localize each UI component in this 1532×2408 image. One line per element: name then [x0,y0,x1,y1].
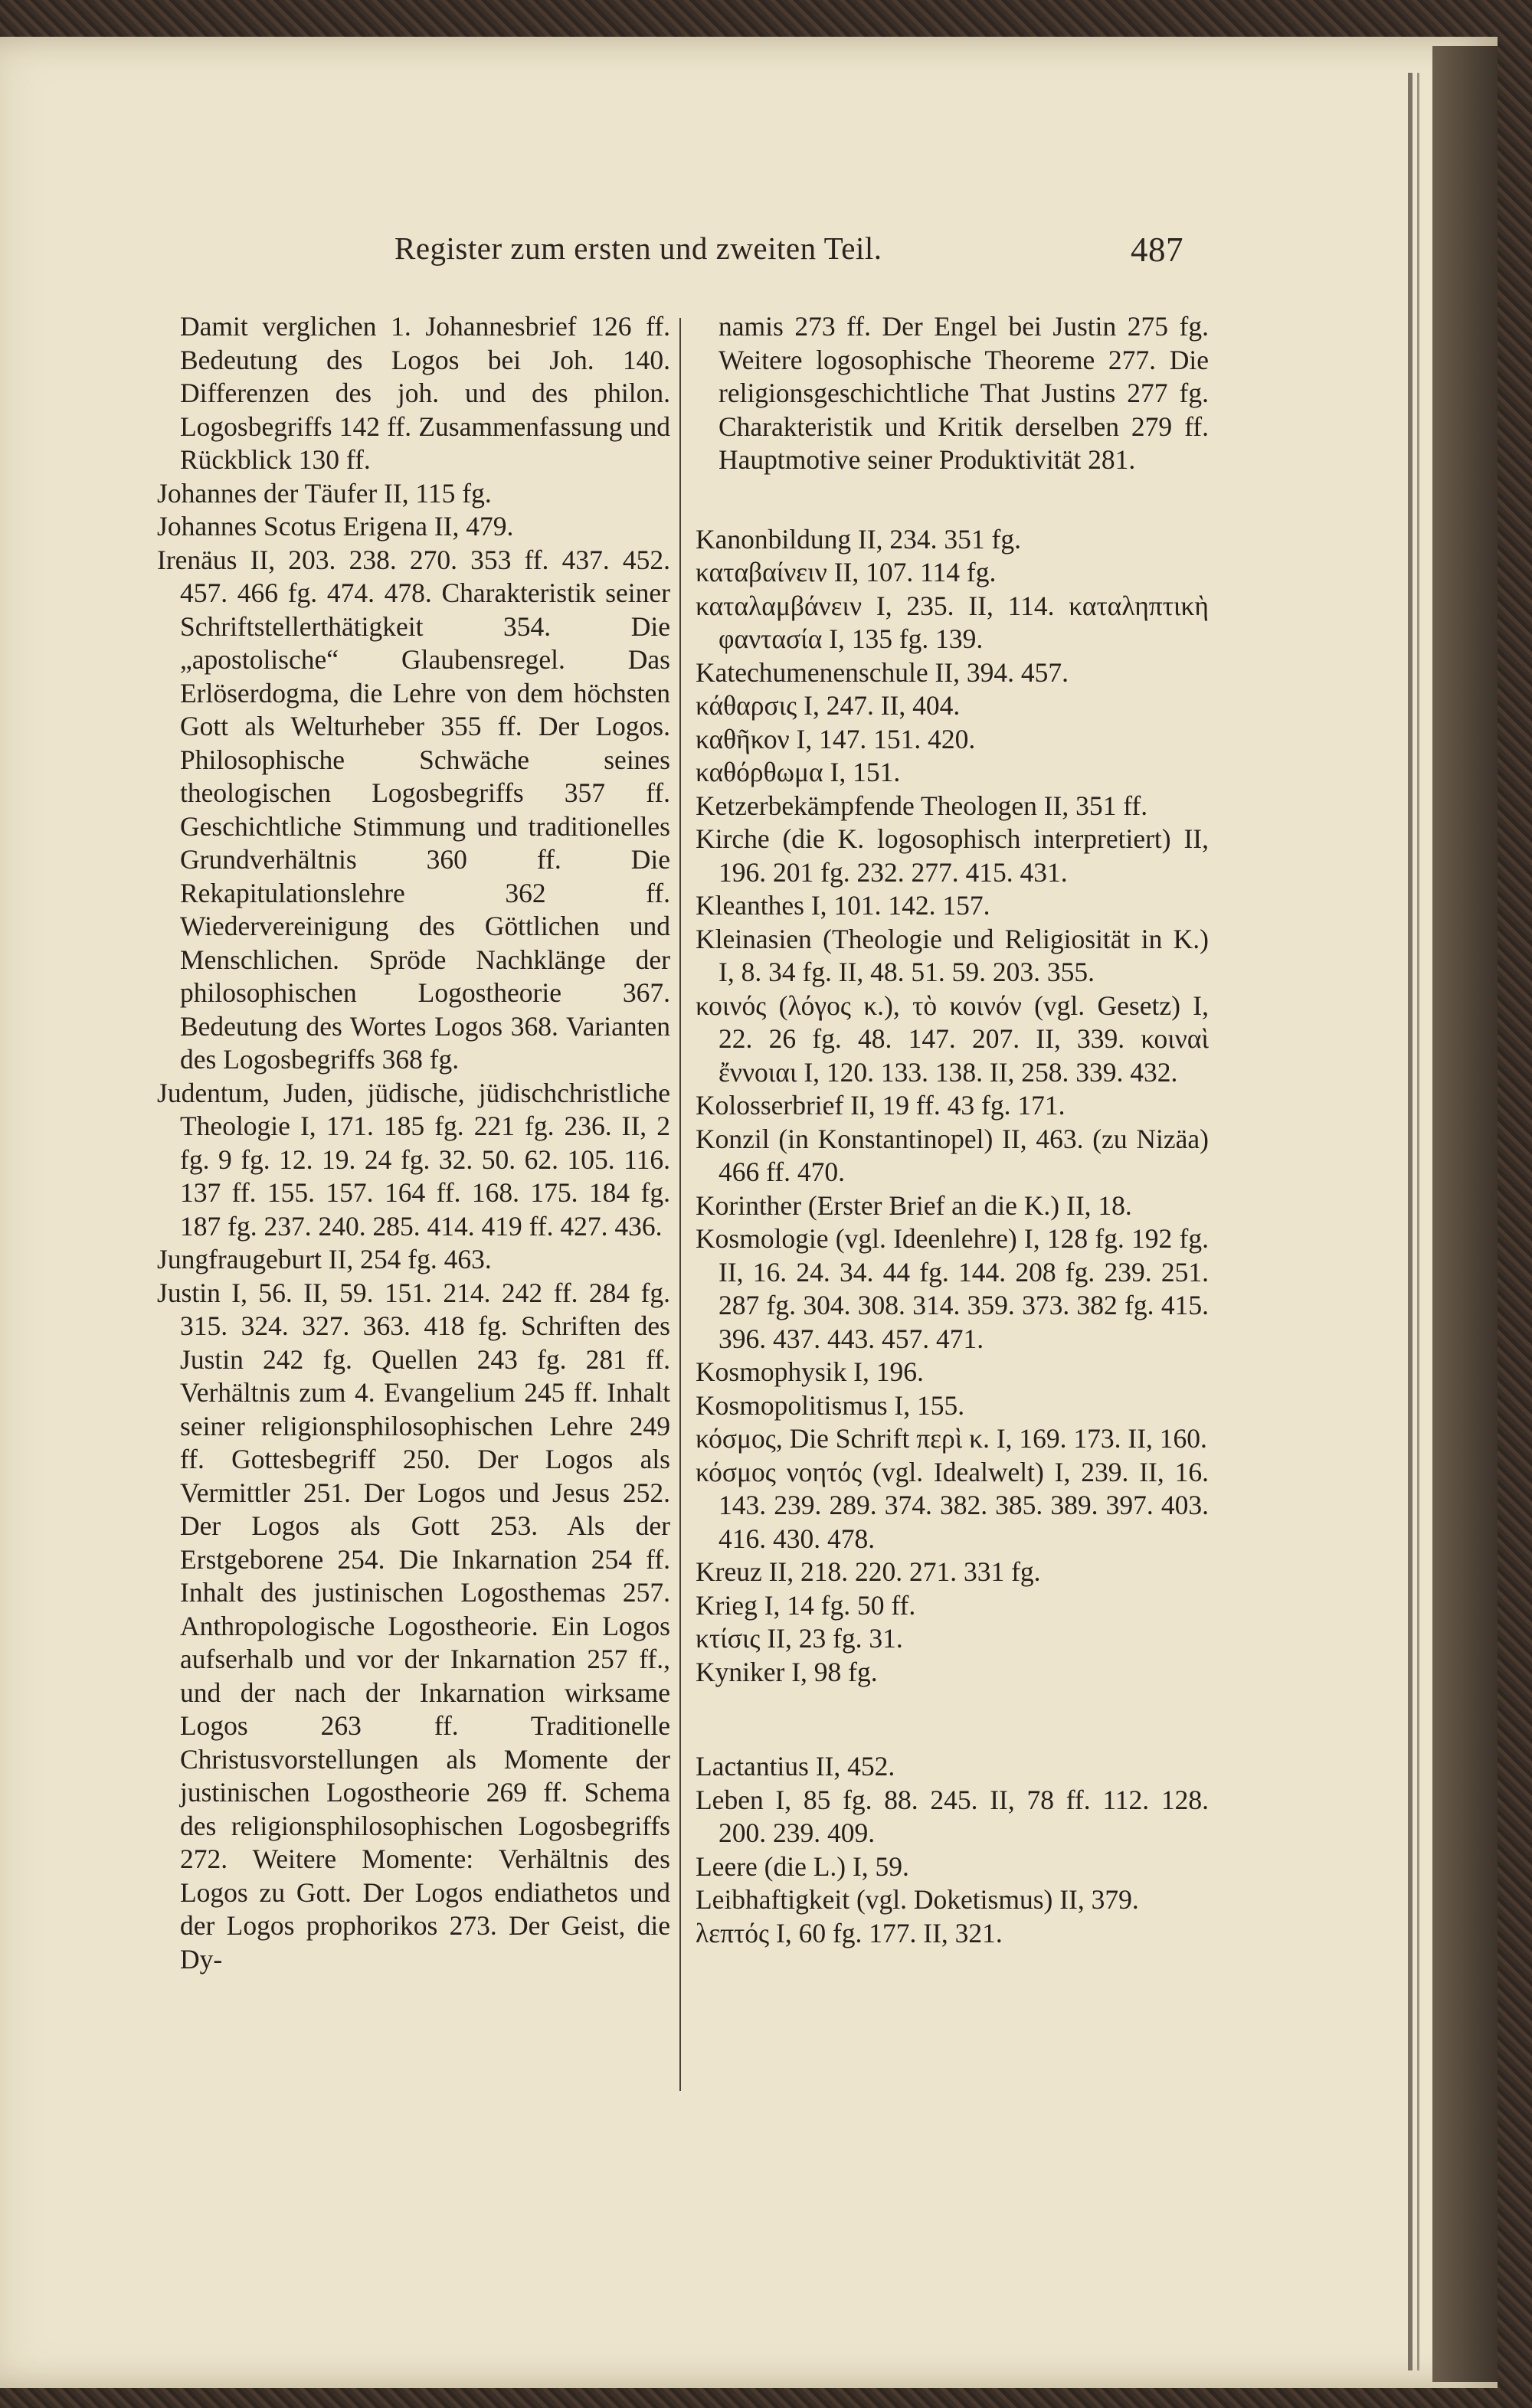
index-entry-k: καταβαίνειν II, 107. 114 fg. [696,557,997,587]
index-entry-k: κόσμος νοητός (vgl. Idealwelt) I, 239. II, 16. 143. 239. 289. 374. 382. 385. 389. 397. 403. 416. 430. 478. [696,1456,1209,1554]
index-entry-l: Lactantius II, 452. [696,1751,895,1781]
page-edge [1432,46,1498,2382]
index-entry-k: καθόρθωμα I, 151. [696,757,901,787]
index-entry: Irenäus II, 203. 238. 270. 353 ff. 437. 452. 457. 466 fg. 474. 478. Charakteristik seiner Schriftstellerthätigkeit 354. Die „apostolische“ Glaubensregel. Das Erlöserdogma, die Lehre von dem höchsten Gott als Welturheber 355 ff. Der Logos. Philosophische Schwäche seines theologischen Logosbegriffs 357 ff. Geschichtliche Stimmung und traditionelles Grundverhältnis 360 ff. Die Rekapitulationslehre 362 ff. Wiedervereinigung des Göttlichen und Menschlichen. Spröde Nachklänge der philosophischen Logostheorie 367. Bedeutung des Wortes Logos 368. Varianten des Logosbegriffs 368 fg. [157,544,670,1075]
right-column [696,310,1209,1950]
index-entry: Judentum, Juden, jüdische, jüdischchristliche Theologie I, 171. 185 fg. 221 fg. 236. II, 2 fg. 9 fg. 12. 19. 24 fg. 32. 50. 62. 105. 116. 137 ff. 155. 157. 164 ff. 168. 175. 184 fg. 187 fg. 237. 240. 285. 414. 419 ff. 427. 436. [157,1077,670,1242]
index-entry-k: Kreuz II, 218. 220. 271. 331 fg. [696,1556,1041,1587]
index-entry-k: Kosmologie (vgl. Ideenlehre) I, 128 fg. 192 fg. II, 16. 24. 34. 44 fg. 144. 208 fg. 239. 251. 287 fg. 304. 308. 314. 359. 373. 382 fg. 415. 396. 437. 443. 457. 471. [696,1223,1209,1354]
index-entry-k: Kanonbildung II, 234. 351 fg. [696,523,1021,555]
index-entry-k: Kolosserbrief II, 19 ff. 43 fg. 171. [696,1090,1066,1121]
index-entry-k: Kyniker I, 98 fg. [696,1656,878,1687]
column-divider [679,318,681,2091]
index-entry-k: κάθαρσις I, 247. II, 404. [696,690,961,721]
index-entry-k: Korinther (Erster Brief an die K.) II, 18. [696,1189,1132,1221]
index-continuation: namis 273 ff. Der Engel bei Justin 275 fg. Weitere logosophische Theoreme 277. Die religionsgeschichtliche That Justins 277 fg. Charakteristik und Kritik derselben 279 ff. Hauptmotive seiner Produktivität 281. [719,311,1209,475]
index-entry: Justin I, 56. II, 59. 151. 214. 242 ff. 284 fg. 315. 324. 327. 363. 418 fg. Schriften des Justin 242 fg. Quellen 243 fg. 281 ff. Verhältnis zum 4. Evangelium 245 ff. Inhalt seiner religionsphilosophischen Lehre 249 ff. Gottesbegriff 250. Der Logos als Vermittler 251. Der Logos und Jesus 252. Der Logos als Gott 253. Als der Erstgeborene 254. Die Inkarnation 254 ff. Inhalt des justinischen Logosthemas 257. Anthropologische Logostheorie. Ein Logos aufserhalb und vor der Inkarnation 257 ff., und der nach der Inkarnation wirksame Logos 263 ff. Traditionelle Christusvorstellungen als Momente der justinischen Logostheorie 269 ff. Schema des religionsphilosophischen Logosbegriffs 272. Weitere Momente: Verhältnis des Logos zu Gott. Der Logos endiathetos und der Logos prophorikos 273. Der Geist, die Dy- [157,1277,670,1974]
running-header [394,230,1183,276]
index-entry: Johannes Scotus Erigena II, 479. [157,511,514,541]
index-entry-k: Kleanthes I, 101. 142. 157. [696,890,990,921]
index-entry-k: Ketzerbekämpfende Theologen II, 351 ff. [696,790,1148,821]
index-entry: Johannes der Täufer II, 115 fg. [157,477,492,509]
index-entry-k: κόσμος, Die Schrift περὶ κ. I, 169. 173. II, 160. [696,1423,1207,1454]
index-entry-k: κτίσις II, 23 fg. 31. [696,1623,903,1654]
header-title: Register zum ersten und zweiten Teil. [394,231,882,266]
left-column [157,310,670,1976]
index-entry-k: Konzil (in Konstantinopel) II, 463. (zu Nizäa) 466 ff. 470. [696,1123,1209,1187]
index-continuation: Damit verglichen 1. Johannesbrief 126 ff. Bedeutung des Logos bei Joh. 140. Differenzen des joh. und des philon. Logosbegriffs 142 ff. Zusammenfassung und Rückblick 130 ff. [180,311,670,475]
gutter-line-2 [1417,73,1419,2370]
index-entry-l: Leibhaftigkeit (vgl. Doketismus) II, 379. [696,1884,1139,1915]
index-entry-k: Kosmopolitismus I, 155. [696,1389,965,1421]
index-entry-l: λεπτός I, 60 fg. 177. II, 321. [696,1917,1003,1948]
index-entry-k: Kosmophysik I, 196. [696,1356,924,1387]
index-entry-k: καταλαμβάνειν I, 235. II, 114. καταληπτικὴ φαντασία I, 135 fg. 139. [696,590,1209,654]
section-gap [696,477,1209,523]
gutter-line [1408,73,1413,2370]
index-entry-l: Leere (die L.) I, 59. [696,1850,909,1882]
index-entry: Jungfraugeburt II, 254 fg. 463. [157,1244,492,1274]
section-gap [696,1689,1209,1750]
index-entry-k: Katechumenenschule II, 394. 457. [696,656,1069,688]
index-entry-k: καθῆκον I, 147. 151. 420. [696,723,976,754]
index-entry-k: Krieg I, 14 fg. 50 ff. [696,1589,916,1621]
index-entry-k: Kleinasien (Theologie und Religiosität in K.) I, 8. 34 fg. II, 48. 51. 59. 203. 355. [696,923,1209,987]
index-entry-k: κοινός (λόγος κ.), τὸ κοινόν (vgl. Gesetz) I, 22. 26 fg. 48. 147. 207. II, 339. κοιναὶ ἔννοιαι I, 120. 133. 138. II, 258. 339. 432. [696,990,1209,1088]
page-number: 487 [1131,231,1183,269]
index-entry-k: Kirche (die K. logosophisch interpretiert) II, 196. 201 fg. 232. 277. 415. 431. [696,823,1209,888]
index-entry-l: Leben I, 85 fg. 88. 245. II, 78 ff. 112. 128. 200. 239. 409. [696,1784,1209,1848]
